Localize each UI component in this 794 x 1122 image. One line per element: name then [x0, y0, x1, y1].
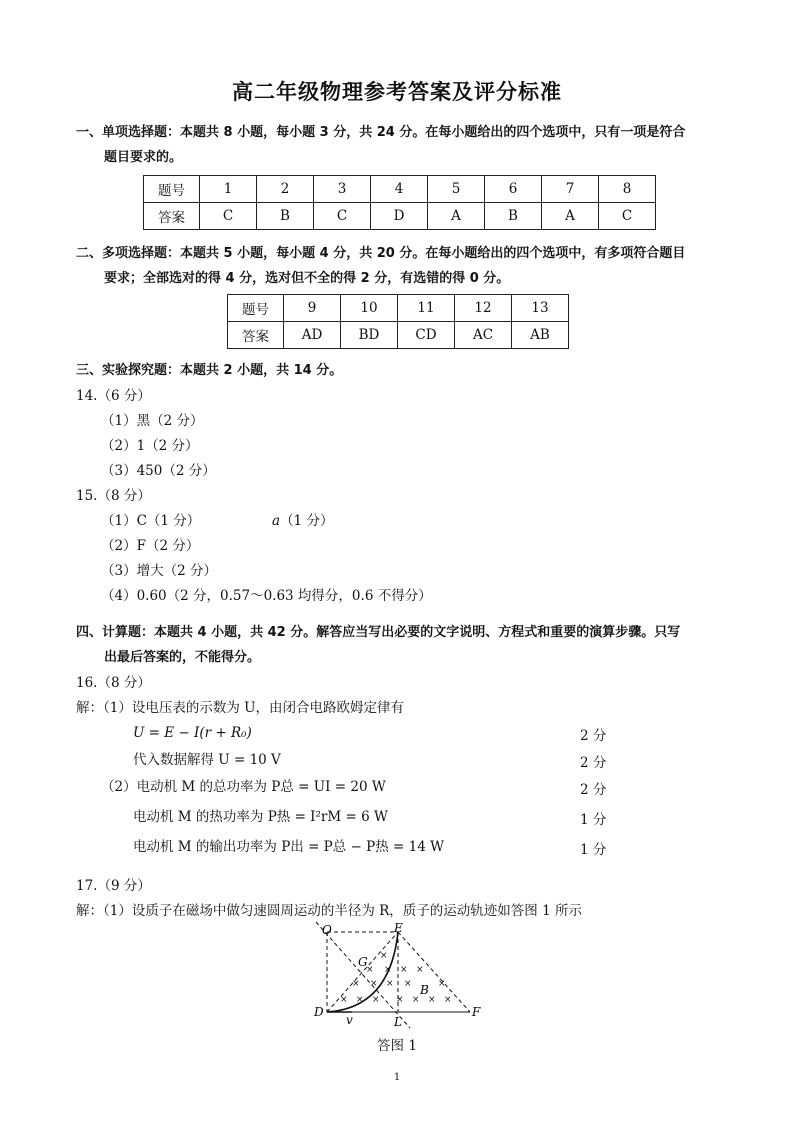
q16-score-1: 2 分 [580, 728, 607, 744]
q14-heading: 14.（6 分） [76, 388, 151, 404]
question-number-cell: 7 [542, 176, 599, 203]
section1-heading-line2: 题目要求的。 [104, 150, 183, 165]
cross-mark: × [396, 995, 404, 1005]
question-number-cell: 8 [599, 176, 656, 203]
cross-mark: × [340, 995, 348, 1005]
page-title: 高二年级物理参考答案及评分标准 [232, 79, 562, 104]
answer-cell: C [599, 203, 656, 230]
answer-cell: C [200, 203, 257, 230]
question-number-cell: 13 [512, 295, 569, 322]
question-number-cell: 5 [428, 176, 485, 203]
q16-equation-2: 代入数据解得 U = 10 V [133, 752, 281, 768]
label-o: O [322, 923, 332, 937]
label-l: L [394, 1015, 402, 1029]
question-number-cell: 2 [257, 176, 314, 203]
cross-mark: × [438, 979, 446, 989]
answer-cell: AB [512, 322, 569, 349]
cross-mark: × [416, 965, 424, 975]
table-row [144, 176, 656, 203]
single-choice-answer-table [143, 175, 656, 230]
q16-intro: 解：（1）设电压表的示数为 U，由闭合电路欧姆定律有 [76, 700, 405, 716]
question-number-cell: 11 [398, 295, 455, 322]
table-header-cell: 答案 [228, 322, 284, 349]
q16-equation-5: 电动机 M 的输出功率为 P出 = P总 − P热 = 14 W [133, 839, 444, 855]
label-d: D [314, 1005, 324, 1019]
q14-answer-1: （1）黑（2 分） [101, 413, 204, 429]
table-row [228, 295, 569, 322]
question-number-cell: 6 [485, 176, 542, 203]
q17-heading: 17.（9 分） [76, 878, 151, 894]
cross-mark: × [370, 979, 378, 989]
q16-equation-3: （2）电动机 M 的总功率为 P总 = UI = 20 W [101, 779, 386, 795]
answer-cell: AC [455, 322, 512, 349]
q15-variable-a: a [272, 513, 281, 529]
section3-heading: 三、实验探究题：本题共 2 小题，共 14 分。 [76, 363, 343, 378]
cross-mark: × [400, 965, 408, 975]
q15-answer-3: （3）增大（2 分） [101, 563, 217, 579]
cross-mark: × [380, 951, 388, 961]
answer-cell: B [485, 203, 542, 230]
question-number-cell: 10 [341, 295, 398, 322]
answer-cell: C [314, 203, 371, 230]
question-number-cell: 9 [284, 295, 341, 322]
label-v: v [346, 1013, 353, 1027]
q15-heading: 15.（8 分） [76, 488, 151, 504]
answer-cell: B [257, 203, 314, 230]
label-b: B [420, 983, 429, 997]
cross-mark: × [372, 995, 380, 1005]
cross-mark: × [356, 995, 364, 1005]
cross-mark: × [386, 979, 394, 989]
table-header-cell: 题号 [228, 295, 284, 322]
figure-caption: 答图 1 [377, 1038, 417, 1054]
q15-answer-1a: （1）C（1 分） [101, 513, 201, 529]
q15-answer-1b [272, 512, 333, 530]
q15-answer-4: （4）0.60（2 分，0.57～0.63 均得分，0.6 不得分） [101, 588, 432, 604]
answer-cell: AD [284, 322, 341, 349]
trajectory-diagram [300, 920, 490, 1032]
answer-cell: BD [341, 322, 398, 349]
cross-mark: × [366, 965, 374, 975]
question-number-cell: 3 [314, 176, 371, 203]
q16-score-3: 2 分 [580, 782, 607, 798]
answer-cell: CD [398, 322, 455, 349]
cross-mark: × [428, 995, 436, 1005]
section1-heading-line1: 一、单项选择题：本题共 8 小题，每小题 3 分，共 24 分。在每小题给出的四个选项中，只有一项是符合 [76, 125, 686, 140]
q16-heading: 16.（8 分） [76, 675, 151, 691]
q15-answer-1b-score: （1 分） [280, 513, 334, 529]
cross-mark: × [412, 995, 420, 1005]
label-e: E [394, 921, 403, 935]
cross-mark: × [444, 995, 452, 1005]
q14-answer-2: （2）1（2 分） [101, 438, 199, 454]
table-row [228, 322, 569, 349]
multi-choice-answer-table [227, 294, 569, 349]
question-number-cell: 4 [371, 176, 428, 203]
q17-intro: 解：（1）设质子在磁场中做匀速圆周运动的半径为 R，质子的运动轨迹如答图 1 所示 [76, 903, 582, 919]
label-g: G [358, 955, 368, 969]
q14-answer-3: （3）450（2 分） [101, 463, 216, 479]
table-header-cell: 答案 [144, 203, 200, 230]
cross-mark: × [404, 979, 412, 989]
section2-heading-line1: 二、多项选择题：本题共 5 小题，每小题 4 分，共 20 分。在每小题给出的四个选项中，有多项符合题目 [76, 246, 686, 261]
q16-score-4: 1 分 [580, 812, 607, 828]
q15-answer-2: （2）F（2 分） [101, 538, 200, 554]
question-number-cell: 12 [455, 295, 512, 322]
q16-equation-1: U = E − I(r + R₀) [133, 725, 252, 741]
table-row [144, 203, 656, 230]
section4-heading-line2: 出最后答案的，不能得分。 [104, 650, 261, 665]
cross-mark: × [352, 979, 360, 989]
answer-cell: A [542, 203, 599, 230]
section4-heading-line1: 四、计算题：本题共 4 小题，共 42 分。解答应当写出必要的文字说明、方程式和重要的演算步骤。只写 [76, 625, 681, 640]
q16-score-2: 2 分 [580, 755, 607, 771]
answer-cell: D [371, 203, 428, 230]
question-number-cell: 1 [200, 176, 257, 203]
q16-equation-4: 电动机 M 的热功率为 P热 = I²rM = 6 W [133, 809, 388, 825]
label-f: F [472, 1005, 481, 1019]
cross-mark: × [384, 965, 392, 975]
table-header-cell: 题号 [144, 176, 200, 203]
section2-heading-line2: 要求；全部选对的得 4 分，选对但不全的得 2 分，有选错的得 0 分。 [104, 271, 510, 286]
page-number: 1 [393, 1072, 401, 1083]
q16-score-5: 1 分 [580, 842, 607, 858]
answer-cell: A [428, 203, 485, 230]
